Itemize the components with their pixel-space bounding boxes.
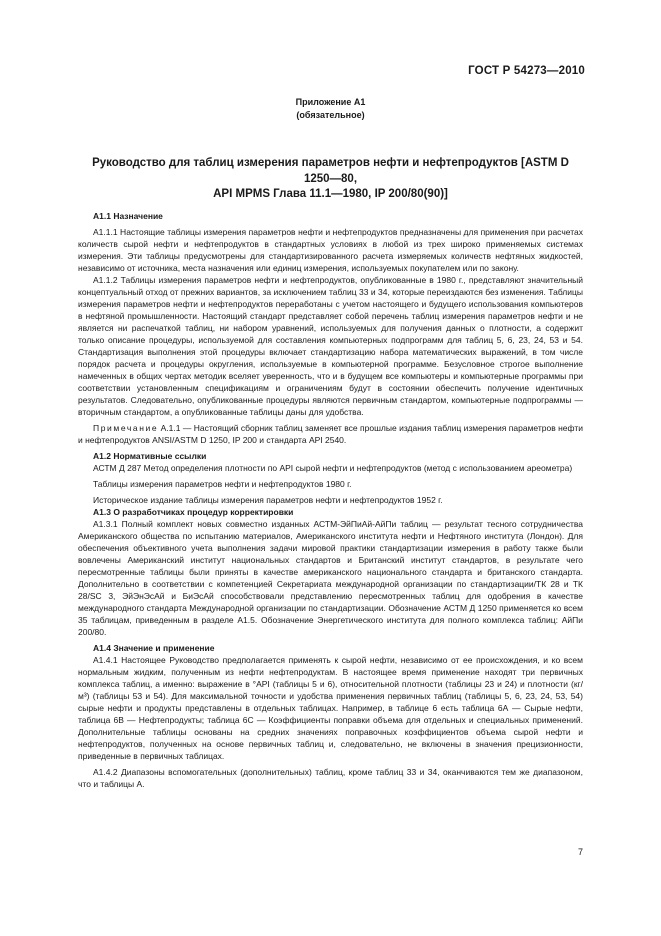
section-heading-references: А1.2 Нормативные ссылки bbox=[93, 451, 207, 461]
document-title bbox=[78, 156, 583, 203]
page-number: 7 bbox=[577, 847, 583, 857]
document-body bbox=[78, 210, 583, 790]
paragraph-a1-1-2: А1.1.2 Таблицы измерения параметров нефти и нефтепродуктов, опубликованные в 1980 г., представляют значительный концептуальный отход от прежних вариантов, за исключением таблиц 33 и 34, которые переиздаются без изменения. Таблицы измерения параметров нефти и нефтепродуктов переработаны с учетом настоящего и будущего использования компьютеров в нефтяной промышленности. Настоящий стандарт представляет собой перечень таблиц измерения параметров нефти и не является ни распечаткой таблиц, ни набором уравнений, используемых для получения данных о плотности, а содержит только описание процедуры, используемой для составления компьютерных подпрограмм для таблиц 5, 6, 23, 24, 53 и 54. Стандартизация выполнения этой процедуры включает стандартизацию набора математических выражений, в том числе порядок расчета и процедуры округления, используемые в компьютерной программе. Безусловное строгое выполнение намеченных в общих чертах методик вселяет уверенность, что и в будущем все компьютеры и компьютерные программы при соответствии установленным спецификациям и ограничениям будут в состоянии обеспечить получение идентичных результатов. Следовательно, опубликованные процедуры являются первичным стандартом, компьютерные подпрограммы — вторичным стандартом, а опубликованные таблицы даны для удобства. bbox=[78, 275, 583, 417]
note-text: А.1.1 — Настоящий сборник таблиц заменяет все прошлые издания таблиц измерения параметров нефти и нефтепродуктов ANSI/ASTM D 1250, IP 200 и стандарта API 2540. bbox=[78, 423, 583, 445]
standard-designation: ГОСТ Р 54273—2010 bbox=[468, 65, 585, 77]
reference-tables-1952: Историческое издание таблицы измерения параметров нефти и нефтепродуктов 1952 г. bbox=[93, 495, 443, 505]
reference-tables-1980: Таблицы измерения параметров нефти и нефтепродуктов 1980 г. bbox=[93, 479, 352, 489]
annex-status: (обязательное) bbox=[296, 110, 365, 120]
annex-title: Приложение А1 bbox=[295, 97, 366, 107]
reference-astm-d287: АСТМ Д 287 Метод определения плотности по API сырой нефти и нефтепродуктов (метод с использованием ареометра) bbox=[93, 463, 573, 473]
paragraph-a1-4-2: А1.4.2 Диапазоны вспомогательных (дополнительных) таблиц, кроме таблиц 33 и 34, оканчиваются тем же диапазоном, что и таблицы А. bbox=[78, 767, 583, 789]
section-heading-purpose: А1.1 Назначение bbox=[93, 211, 163, 221]
section-heading-application: А1.4 Значение и применение bbox=[93, 643, 215, 653]
document-title-line-2: API MPMS Глава 11.1—1980, IP 200/80(90)] bbox=[213, 188, 448, 200]
document-title-line-1: Руководство для таблиц измерения параметров нефти и нефтепродуктов [ASTM D 1250—80, bbox=[92, 157, 569, 185]
paragraph-a1-3-1: А1.3.1 Полный комплект новых совместно изданных АСТМ-ЭйПиАй-АйПи таблиц — результат тесного сотрудничества Американского общества по испытанию материалов, Американского института нефти и Нефтяного института (Лондон). Для обеспечения объективного учета выполнения задачи мировой практики стандартизации измерения в работу также были вовлечены Американский институт национальных стандартов и Британский институт стандартов, в результате чего пересмотренные таблицы были приняты в качестве американского национального стандарта и британского стандарта. Дополнительно в соответствии с компетенцией Секретариата международной организации по стандартизации/ТК 28 и ТК 28/SC 3, ЭйЭнЭсАй и БиЭсАй способствовали представлению пересмотренных таблиц для одобрения в качестве международного стандарта Международной организации по стандартизации. Обозначение АСТМ Д 1250 применяется ко всем 35 таблицам, приведенным в разделе А1.5. Обозначение Энергетического института для полного комплекса таблиц: АйПи 200/80. bbox=[78, 519, 583, 637]
section-heading-developers: А1.3 О разработчиках процедур корректировки bbox=[93, 507, 294, 517]
note-a1-1 bbox=[78, 422, 583, 446]
annex-header bbox=[0, 96, 661, 122]
paragraph-a1-4-1: А1.4.1 Настоящее Руководство предполагается применять к сырой нефти, независимо от ее происхождения, и ко всем нормальным жидким, полученным из нефти нефтепродуктам. В настоящее время применение находят три первичных комплекса таблиц, а именно: выражение в °API (таблицы 5 и 6), относительной плотности (таблицы 23 и 24) и плотности (кг/м³) (таблицы 53 и 54). Для максимальной точности и удобства применения первичных таблиц (таблицы 5, 6, 23, 24, 53, 54) сырые нефти и продукты представлены в отдельных таблицах. Например, в таблице 6 есть таблица 6А — Сырые нефти, таблица 6В — Нефтепродукты; таблица 6С — Коэффициенты поправки объема для отдельных и специальных применений. Дополнительные таблицы основаны на средних значениях поправочных коэффициентов объема сырой нефти и нефтепродуктов, полученных на основе первичных таблиц и, следовательно, не включены в значения прецизионности, приведенные в первичных таблицах. bbox=[78, 655, 583, 761]
note-label: Примечание bbox=[93, 423, 159, 433]
paragraph-a1-1-1: А1.1.1 Настоящие таблицы измерения параметров нефти и нефтепродуктов предназначены для применения при расчетах количеств сырой нефти и нефтепродуктов в стандартных условиях в любой из трех широко применяемых системах измерения. Эти таблицы предусмотрены для стандартизированного расчета измеряемых количеств нефтяных жидкостей, независимо от источника, места назначения или единиц измерения, используемых покупателем или по закону. bbox=[78, 227, 583, 273]
